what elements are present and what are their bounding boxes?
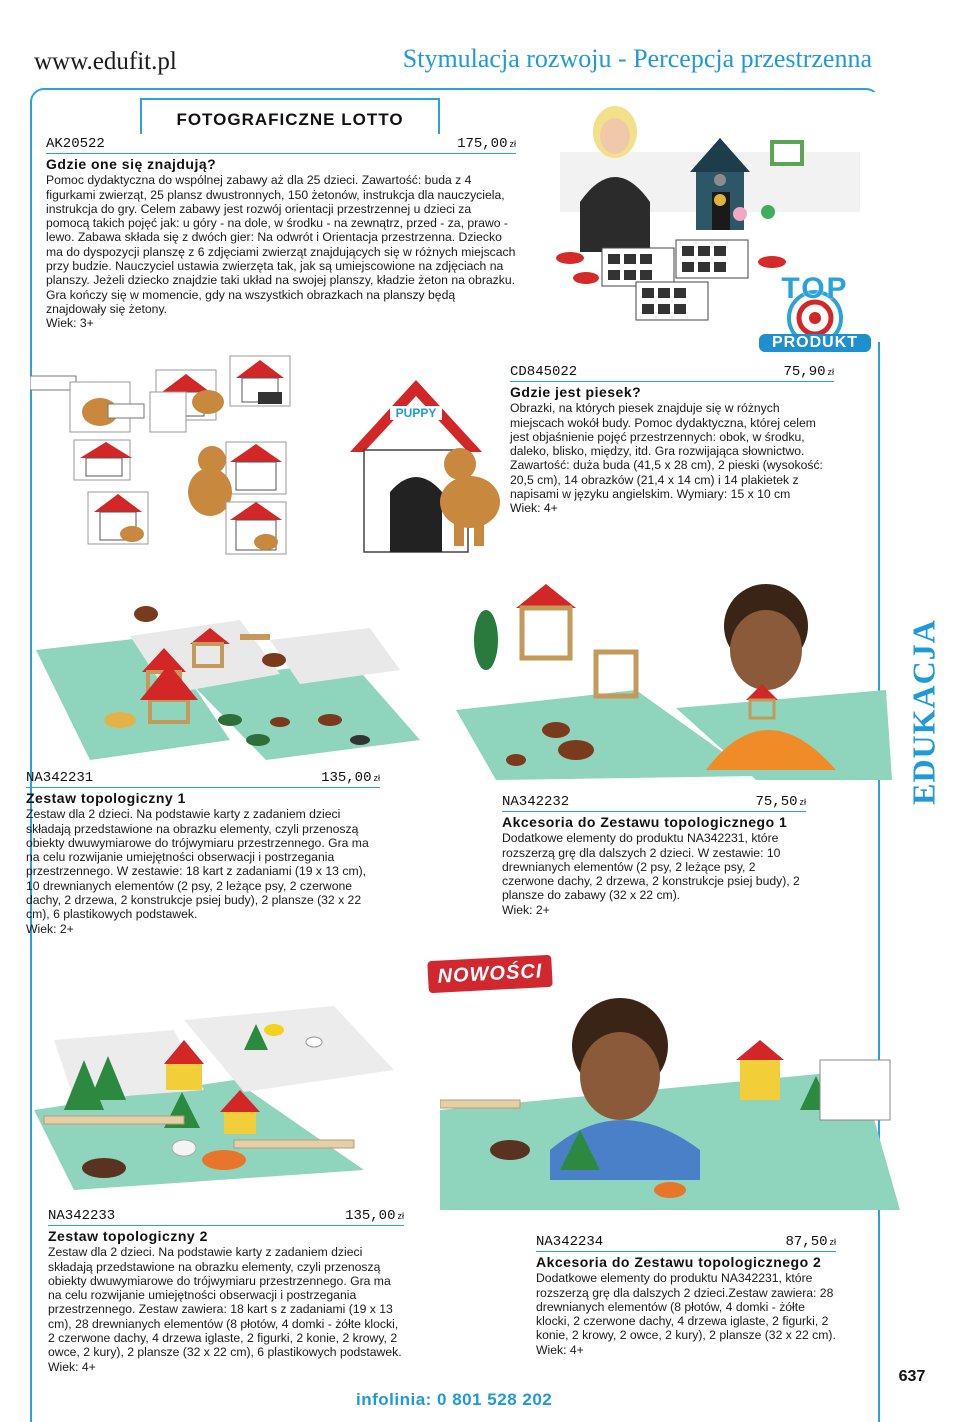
product-na342232: [502, 792, 806, 917]
product-age: Wiek: 4+: [48, 1359, 96, 1374]
product-description: Dodatkowe elementy do produktu NA342231, które rozszerzą grę dla dalszych 2 dzieci. W zestawie: 10 drewnianych elementów (2 psy, 2 leżące psy, 2 czerwone dachy, 2 drzewa, 2 konstrukcje psiej budy), 2 plansze do zabawy (32 x 22 cm).: [502, 831, 800, 903]
product-description: Zestaw dla 2 dzieci. Na podstawie karty z zadaniem dzieci składają przedstawione na obrazku elementy, czyli przenoszą obiekty dwuwymiarowe do trójwymiaru przestrzennego. Gra ma na celu rozwijanie umiejętności obserwacji i postrzegania przestrzennego. W zestawie: 18 kart z zadaniami (19 x 13 cm), 10 drewnianych elementów (2 psy, 2 leżące psy, 2 czerwone dachy, 2 drzewa, 2 konstrukcje psiej budy), 2 plansze (32 x 22 cm), 6 plastikowych podstawek.: [26, 807, 369, 922]
section-title: FOTOGRAFICZNE LOTTO: [140, 98, 440, 134]
product-price: 175,00 zł: [457, 135, 516, 152]
page-headline: Stymulacja rozwoju - Percepcja przestrzenna: [402, 44, 872, 73]
photo-boy-topology-graphic: [456, 580, 892, 780]
product-na342234: [536, 1232, 836, 1357]
product-description: Obrazki, na których piesek znajduje się w różnych miejscach wokół budy. Pomoc dydaktyczna, której celem jest objaśnienie pojęć przestrzennych: obok, w środku, daleko, blisko, między, itd. Gra rozwijająca słownictwo. Zawartość: duża buda (41,5 x 28 cm), 2 pieski (wysokość: 20,5 cm), 14 obrazków (21,4 x 14 cm) i 14 plakietek z napisami w języku angielskim. Wymiary: 15 x 10 cm: [510, 401, 823, 502]
photo-topology-set-2-graphic: [34, 1000, 434, 1190]
product-code: NA342232: [502, 793, 570, 810]
photo-topology-set-2: [34, 1000, 434, 1190]
product-header: [536, 1232, 836, 1252]
top-product-badge: [755, 272, 875, 362]
photo-puppy-cards: [30, 352, 500, 562]
product-name: Gdzie one się znajdują?: [46, 156, 217, 172]
product-name: Zestaw topologiczny 2: [48, 1228, 208, 1244]
product-price: 87,50 zł: [785, 1233, 836, 1250]
top-product-subtext: PRODUKT: [759, 334, 871, 352]
product-price: 75,50 zł: [755, 793, 806, 810]
product-ak20522: [46, 134, 516, 331]
product-age: Wiek: 2+: [502, 902, 550, 917]
hotline: infolinia: 0 801 528 202: [356, 1390, 553, 1409]
product-age: Wiek: 3+: [46, 316, 94, 331]
product-price: 75,90 zł: [783, 363, 834, 380]
product-header: [502, 792, 806, 812]
product-age: Wiek: 2+: [26, 921, 74, 936]
product-name: Gdzie jest piesek?: [510, 384, 642, 400]
product-code: CD845022: [510, 363, 578, 380]
new-products-badge: NOWOŚCI: [427, 955, 553, 993]
photo-topology-set-1-graphic: [30, 590, 430, 760]
product-header: [48, 1206, 404, 1226]
product-description: Zestaw dla 2 dzieci. Na podstawie karty z zadaniem dzieci składają przedstawione na obrazku elementy, czyli przenoszą obiekty dwuwymiarowe do trójwymiaru przestrzennego. Gra ma na celu rozwijanie umiejętności obserwacji i postrzegania przestrzennego. Zestaw zawiera: 18 kart s z zadaniami (19 x 13 cm), 28 drewnianych elementów (8 płotów, 4 domki - żółte klocki, 2 czerwone dachy, 4 drzewa iglaste, 2 figurki, 2 konie, 2 krowy, 2 owce, 2 kury), 2 plansze (32 x 22 cm), 6 plastikowych podstawek.: [48, 1245, 402, 1360]
product-name: Akcesoria do Zestawu topologicznego 1: [502, 814, 788, 830]
side-label-edukacja: EDUKACJA: [905, 619, 942, 805]
product-age: Wiek: 4+: [536, 1342, 584, 1357]
photo-child-topology-2-graphic: [440, 990, 900, 1210]
photo-boy-topology: [456, 580, 892, 780]
page-number: 637: [898, 1368, 926, 1385]
product-price: 135,00 zł: [345, 1207, 404, 1224]
product-header: [510, 362, 834, 382]
photo-child-topology-2: [440, 990, 900, 1210]
photo-topology-set-1: [30, 590, 430, 760]
product-cd845022: [510, 362, 834, 516]
product-name: Akcesoria do Zestawu topologicznego 2: [536, 1254, 822, 1270]
product-na342233: [48, 1206, 404, 1374]
product-code: NA342231: [26, 769, 94, 786]
product-header: [26, 768, 380, 788]
product-na342231: [26, 768, 380, 936]
product-description: Pomoc dydaktyczna do wspólnej zabawy aż dla 25 dzieci. Zawartość: buda z 4 figurkami zwierząt, 25 plansz dwustronnych, 150 żetonów, instrukcja dla nauczyciela, instrukcja do gry. Celem zabawy jest rozwój orientacji przestrzennej u dzieci za pomocą takich pojęć jak: u góry - na dole, w środku - na zewnątrz, przed - za, prawo - lewo. Zabawa składa się z dwóch gier: Na odwrót i Orientacja przestrzenna. Dziecko ma do dyspozycji planszę z 6 zdjęciami zwierząt znajdujących się w różnych miejscach przy budzie. Nauczyciel ustawia zwierzęta tak, jak są umiejscowione na zdjęciach na planszy. Jeżeli dziecko znajdzie taki układ na swojej planszy, kładzie żeton na obrazku. Gra kończy się w momencie, gdy na wszystkich obrazkach na planszy będą znajdowały się żetony.: [46, 173, 516, 316]
puppy-sign: PUPPY: [390, 406, 442, 420]
product-header: [46, 134, 516, 154]
top-product-text: TOP: [781, 272, 849, 305]
photo-puppy-cards-graphic: [30, 352, 500, 562]
product-code: NA342233: [48, 1207, 116, 1224]
product-code: AK20522: [46, 135, 105, 152]
product-name: Zestaw topologiczny 1: [26, 790, 186, 806]
product-code: NA342234: [536, 1233, 604, 1250]
product-age: Wiek: 4+: [510, 501, 558, 516]
product-description: Dodatkowe elementy do produktu NA342231, które rozszerzą grę dla dalszych 2 dzieci.Zestaw zawiera: 28 drewnianych elementów (8 płotów, 4 domki - żółte klocki, 2 czerwone dachy, 4 drzewa iglaste, 2 figurki, 2 konie, 2 krowy, 2 owce, 2 kury), 2 plansze (32 x 22 cm).: [536, 1271, 836, 1343]
site-url[interactable]: www.edufit.pl: [34, 48, 177, 75]
product-price: 135,00 zł: [321, 769, 380, 786]
